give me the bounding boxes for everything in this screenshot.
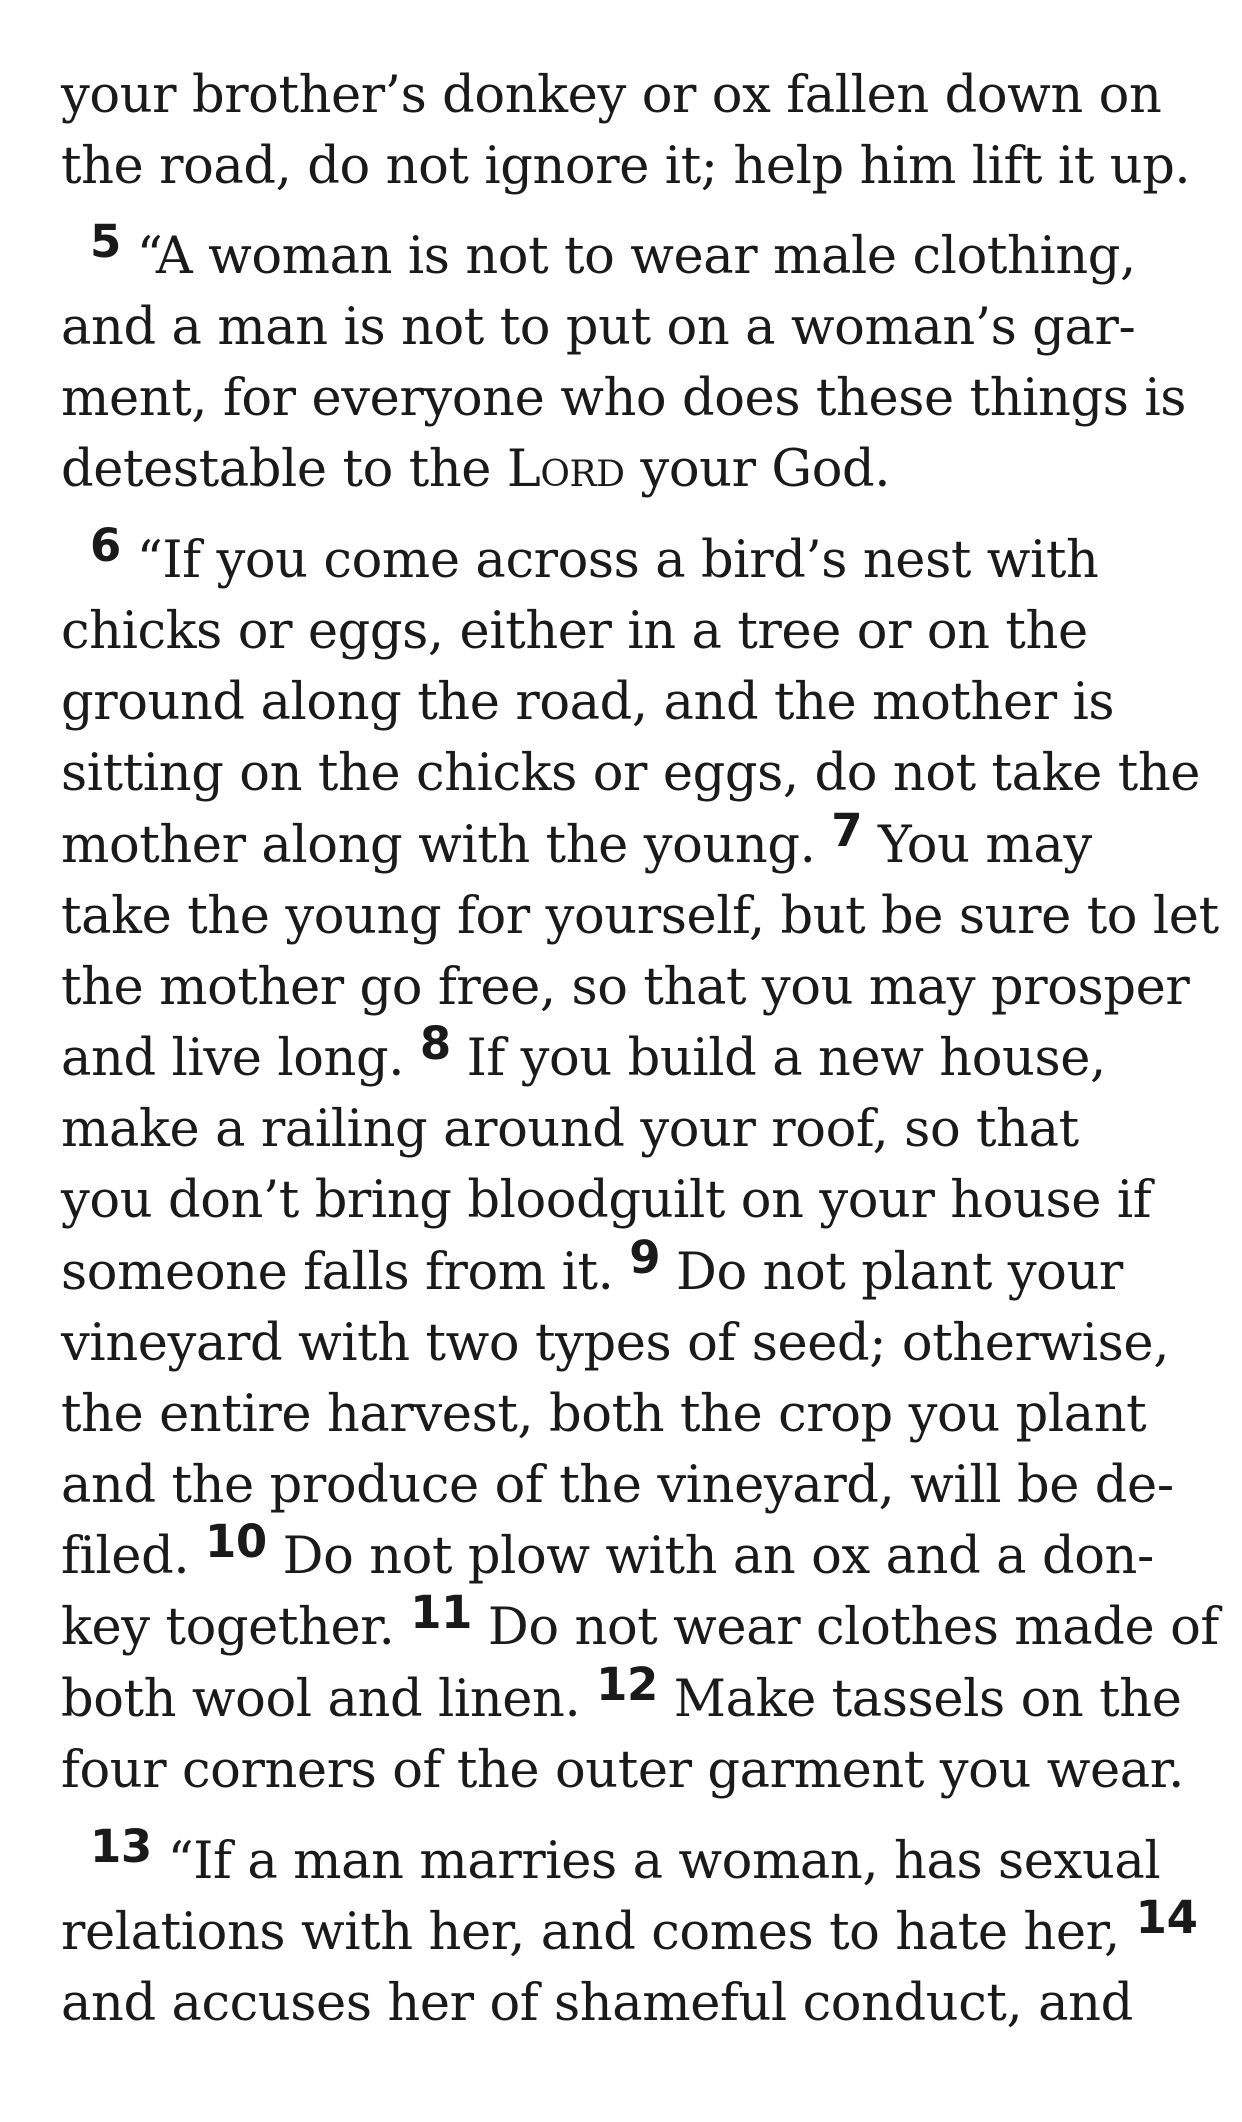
text-line: [61, 887, 1219, 946]
line-text: ground along the road, and the mother is: [61, 673, 1115, 732]
line-text: key together.: [61, 1598, 411, 1657]
line-text: someone falls from it.: [61, 1243, 630, 1302]
text-line: [90, 215, 1136, 286]
line-text: and the produce of the vineyard, will be de-: [61, 1456, 1174, 1515]
line-text: “If you come across a bird’s nest with: [120, 531, 1099, 590]
text-line: [61, 1456, 1174, 1515]
verse-number: 7: [831, 804, 863, 857]
text-line: [61, 298, 1136, 357]
line-text-end: your God.: [624, 440, 891, 499]
line-text-end: Do not wear clothes made of: [472, 1598, 1219, 1657]
text-line: [61, 1100, 1079, 1159]
line-text: vineyard with two types of seed; otherwise,: [61, 1314, 1170, 1373]
line-text: the mother go free, so that you may prosper: [61, 958, 1190, 1017]
line-text: ment, for everyone who does these things is: [61, 369, 1187, 428]
line-text: “A woman is not to wear male clothing,: [120, 227, 1136, 286]
text-line: [61, 66, 1162, 125]
line-text: and accuses her of shameful conduct, and: [61, 1974, 1133, 2033]
verse-number: 14: [1135, 1891, 1198, 1944]
line-text: both wool and linen.: [61, 1670, 597, 1729]
text-line: [61, 958, 1190, 1017]
text-line: [61, 1741, 1184, 1800]
verse-number: 8: [419, 1017, 451, 1070]
text-line: [61, 369, 1187, 428]
line-text: detestable to the: [61, 440, 507, 499]
line-text: four corners of the outer garment you wear.: [61, 1741, 1184, 1800]
line-text: you don’t bring bloodguilt on your house if: [61, 1171, 1152, 1230]
line-text: “If a man marries a woman, has sexual: [151, 1832, 1161, 1891]
line-text: and live long.: [61, 1029, 420, 1088]
text-line: [61, 1515, 1154, 1586]
text-line: [61, 137, 1191, 196]
line-text: filed.: [61, 1527, 205, 1586]
text-line: [90, 1820, 1161, 1891]
line-text: and a man is not to put on a woman’s gar-: [61, 298, 1136, 357]
text-line: [61, 1385, 1147, 1444]
text-line: [61, 1658, 1182, 1729]
line-text-end: You may: [862, 816, 1092, 875]
verse-number: 6: [90, 519, 121, 572]
verse-number: 10: [204, 1515, 267, 1568]
text-line: [61, 1891, 1198, 1962]
divine-name: Lord: [506, 440, 625, 499]
text-line: [61, 440, 891, 499]
line-text: chicks or eggs, either in a tree or on the: [61, 602, 1088, 661]
text-line: [61, 1974, 1133, 2033]
verse-number: 11: [410, 1586, 473, 1639]
text-line: [61, 1017, 1106, 1088]
line-text: make a railing around your roof, so that: [61, 1100, 1079, 1159]
verse-number: 5: [90, 215, 121, 268]
line-text-end: Do not plow with an ox and a don-: [266, 1527, 1154, 1586]
line-text-end: Do not plant your: [660, 1243, 1123, 1302]
text-line: [61, 1171, 1152, 1230]
text-line: [61, 1231, 1123, 1302]
text-line: [61, 602, 1088, 661]
line-text: your brother’s donkey or ox fallen down on: [61, 66, 1162, 125]
line-text: sitting on the chicks or eggs, do not take the: [61, 744, 1201, 803]
line-text: mother along with the young.: [61, 816, 832, 875]
verse-number: 13: [90, 1820, 152, 1873]
verse-number: 9: [629, 1231, 661, 1284]
verse-number: 12: [596, 1658, 658, 1711]
line-text: the entire harvest, both the crop you plant: [61, 1385, 1147, 1444]
text-line: [61, 744, 1201, 803]
line-text-end: If you build a new house,: [450, 1029, 1106, 1088]
text-line: [61, 673, 1115, 732]
line-text-end: Make tassels on the: [657, 1670, 1182, 1729]
text-line: [90, 519, 1099, 590]
line-text: relations with her, and comes to hate her,: [61, 1903, 1136, 1962]
text-line: [61, 1586, 1219, 1657]
line-text: the road, do not ignore it; help him lift it up.: [61, 137, 1191, 196]
text-line: [61, 804, 1092, 875]
line-text: take the young for yourself, but be sure to let: [61, 887, 1219, 946]
text-line: [61, 1314, 1170, 1373]
